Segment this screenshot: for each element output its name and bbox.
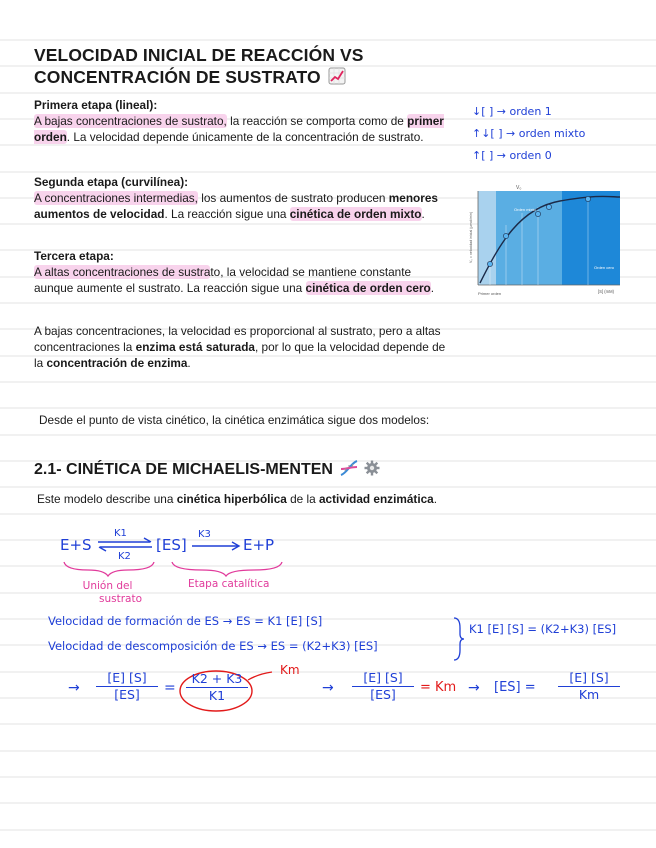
section-text (34, 113, 449, 145)
region-zero-order (562, 191, 620, 285)
curve-point (585, 196, 590, 201)
fraction-numerator: [E] [S] (352, 670, 414, 687)
section-heading-michaelis-menten (34, 459, 380, 479)
fraction-k2-k3-over-k1 (186, 671, 248, 703)
rate-constant-k1: K1 (114, 528, 127, 539)
text-run: . (430, 281, 435, 296)
curve-point (535, 211, 540, 216)
curve-point (487, 261, 492, 266)
arrow-symbol: → (322, 680, 334, 696)
bold-text: enzima está saturada (135, 340, 255, 355)
graph-x-label-left: Primer orden (478, 291, 502, 296)
highlight: A concentraciones intermedias, (34, 191, 198, 206)
pink-braces (58, 560, 298, 580)
highlight: A bajas concentraciones de sustrato, (34, 114, 227, 129)
section-heading: Tercera etapa: (34, 249, 114, 263)
bold-text: actividad enzimática (318, 492, 434, 506)
mm-heading-text: 2.1- CINÉTICA DE MICHAELIS-MENTEN (34, 461, 333, 478)
text-run: to, la velocidad se mantiene constante aunque aumente el sustrato. La reacción sigue una (34, 265, 412, 296)
fraction-e-s-over-es (96, 670, 158, 702)
text-run: A bajas concentraciones, la velocidad es proporcional al sustrato, pero a altas concentraciones la (34, 324, 441, 355)
title-line-2-text: CONCENTRACIÓN DE SUSTRATO (34, 67, 321, 87)
highlight: A altas concentraciones de sustra (34, 265, 211, 280)
formation-rate-equation: Velocidad de formación de ES → ES = K1 [E] [S] (48, 614, 323, 628)
fraction-denominator: Km (578, 687, 600, 702)
side-notes (472, 101, 585, 167)
graph-y-axis-label: V₀ = velocidad inicial (μmol/min) (469, 211, 473, 263)
text-run: . (421, 207, 425, 222)
mm-description (37, 492, 437, 506)
section-heading: Primera etapa (lineal): (34, 98, 158, 112)
arrow-symbol: → (468, 680, 480, 696)
rate-constant-k3: K3 (198, 529, 211, 540)
gear-icon (364, 460, 380, 476)
side-note-first-order: ↓[ ] → orden 1 (472, 105, 552, 118)
side-note-zero-order: ↑[ ] → orden 0 (472, 149, 552, 162)
text-run: . La reacción sigue una (164, 207, 290, 222)
fraction-numerator: [E] [S] (558, 670, 620, 687)
side-note-mixed-order: ↑↓[ ] → orden mixto (472, 127, 586, 140)
fraction-numerator: K2 + K3 (186, 671, 248, 688)
kinetics-intro: Desde el punto de vista cinético, la cinética enzimática sigue dos modelos: (39, 413, 430, 427)
text-run: . La velocidad depende únicamente de la concentración de sustrato. (66, 130, 424, 145)
section-third-stage (34, 248, 449, 297)
bold-text: cinética hiperbólica (176, 492, 287, 506)
label-line: Unión del (82, 580, 133, 592)
catalytic-stage-label: Etapa catalítica (188, 578, 270, 590)
text-run: . (433, 492, 438, 506)
text-run: , por lo que la velocidad depende de la (34, 340, 446, 371)
section-heading: Segunda etapa (curvilínea): (34, 175, 189, 189)
title-line-2 (34, 66, 364, 88)
reaction-reactants: E+S (60, 536, 92, 554)
km-tag: Km (280, 663, 300, 677)
text-run: . (187, 356, 191, 371)
section-text (34, 264, 449, 296)
section-second-stage (34, 174, 449, 223)
page-title (34, 44, 364, 88)
text-run: Este modelo describe una (37, 492, 177, 506)
section-text (34, 190, 449, 222)
graph-region-label-mixed: Orden mixto (514, 207, 536, 212)
equals-symbol: = (164, 680, 176, 696)
right-brace (452, 616, 466, 662)
graph-x-label-right: [S] (mM) (598, 289, 615, 294)
substrate-binding-label (73, 580, 142, 606)
curve-point (503, 233, 508, 238)
es-equals: [ES] = (494, 680, 536, 695)
curve-point (546, 204, 551, 209)
label-line: sustrato (99, 593, 143, 605)
arrow-symbol: → (68, 680, 80, 696)
graph-region-label-zero: Orden cero (594, 265, 615, 270)
saturation-curve-graph (470, 183, 630, 308)
steady-state-equality: K1 [E] [S] = (K2+K3) [ES] (469, 622, 617, 636)
bold-text: concentración de enzima (46, 356, 188, 371)
reaction-complex: [ES] (156, 536, 187, 554)
rate-constant-k2: K2 (118, 551, 131, 562)
graph-top-label: V₀ (516, 185, 522, 191)
highlight-bold: cinética de orden cero (305, 281, 431, 296)
fraction-denominator: [ES] (370, 687, 396, 702)
fraction-e-s-over-km (558, 670, 620, 702)
equals-km: = Km (420, 680, 457, 695)
fraction-e-s-over-es-2 (352, 670, 414, 702)
dna-icon (339, 459, 359, 477)
fraction-denominator: K1 (208, 688, 226, 703)
decomposition-rate-equation: Velocidad de descomposición de ES → ES = (K2+K3) [ES] (48, 639, 378, 653)
fraction-denominator: [ES] (114, 687, 140, 702)
highlight-bold: cinética de orden mixto (289, 207, 422, 222)
fraction-numerator: [E] [S] (96, 670, 158, 687)
chart-increasing-icon (328, 67, 346, 85)
text-run: de la (286, 492, 319, 506)
text-run: los aumentos de sustrato producen (197, 191, 389, 206)
text-run: la reacción se comporta como de (226, 114, 408, 129)
bold-text: menores aumentos de velocidad (34, 191, 438, 222)
section-first-stage (34, 97, 449, 146)
highlight-bold: primer orden (34, 114, 444, 145)
forward-arrow (190, 540, 242, 552)
title-line-1: VELOCIDAD INICIAL DE REACCIÓN VS (34, 45, 364, 65)
summary-paragraph (34, 323, 449, 372)
reaction-products: E+P (243, 536, 275, 554)
